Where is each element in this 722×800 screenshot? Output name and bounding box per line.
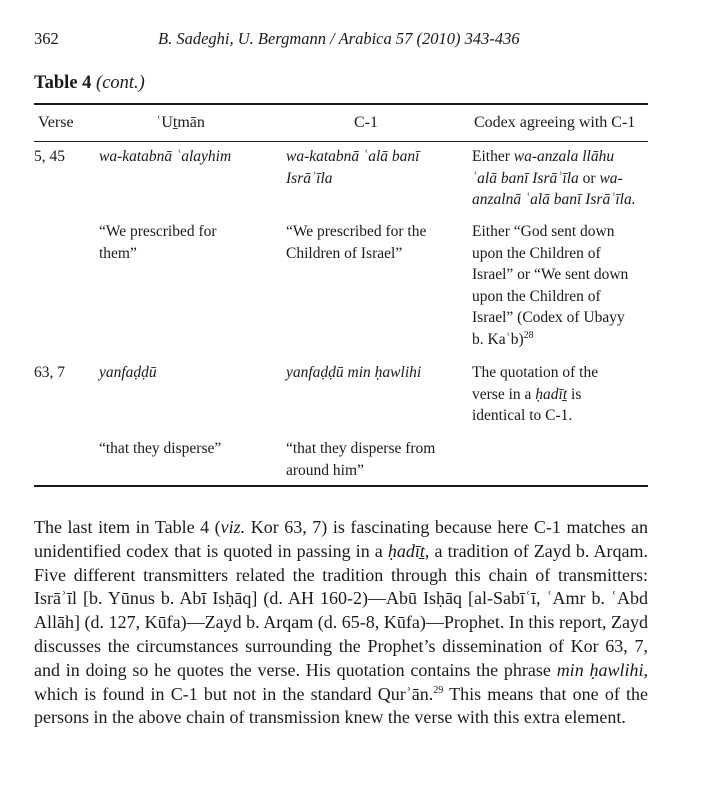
table-top-rule xyxy=(34,103,648,105)
row-3-codex-hadith: ḥadīṯ xyxy=(535,385,568,403)
body-text: Kor 63, 7) is fascinating because here C-1 matches an unidentified codex that is quoted in passing in a xyxy=(34,517,648,561)
row-2-codex-text: b. Kaʿb) xyxy=(472,330,524,348)
row-2-codex-line-2: upon the Children of xyxy=(472,244,601,262)
row-1-verse: 5, 45 xyxy=(34,148,65,165)
table-caption xyxy=(34,73,145,94)
row-2-codex-line-3: Israel” or “We sent down xyxy=(472,266,629,283)
table-caption-cont: (cont.) xyxy=(96,73,145,93)
column-header-c1: C-1 xyxy=(354,114,378,131)
footnote-ref-29: 29 xyxy=(433,684,444,696)
row-2-codex-line-4: upon the Children of xyxy=(472,287,601,305)
row-1-codex-text: or xyxy=(578,169,600,187)
row-2-codex-line-5: Israel” (Codex of Ubayy xyxy=(472,309,625,326)
body-text: The last item in Table 4 ( xyxy=(34,517,221,537)
table-bottom-rule xyxy=(34,485,648,487)
body-italic: ḥadīṯ xyxy=(387,540,425,561)
body-text: , which is found in C-1 but not in the standard Qurʾān. xyxy=(34,659,648,704)
body-paragraph xyxy=(34,516,648,730)
row-2-codex-line-6 xyxy=(472,329,628,351)
table-header-rule xyxy=(34,141,648,142)
row-1-codex-line-2 xyxy=(472,168,636,190)
row-4-c1 xyxy=(286,438,435,481)
row-3-c1: yanfaḍḍū min ḥawlihi xyxy=(286,364,422,381)
table-caption-label: Table 4 xyxy=(34,73,92,93)
row-2-uthman-line-1: “We prescribed for xyxy=(99,223,217,240)
row-2-c1 xyxy=(286,221,426,264)
row-3-codex-line-3: identical to C-1. xyxy=(472,407,573,424)
row-3-codex-text: verse in a xyxy=(472,385,536,403)
column-header-verse: Verse xyxy=(38,114,74,131)
row-2-c1-line-2: Children of Israel” xyxy=(286,244,403,262)
row-2-codex-line-1: Either “God sent down xyxy=(472,223,615,240)
row-3-codex-line-2 xyxy=(472,384,598,406)
row-3-codex-text: is xyxy=(567,385,582,403)
row-2-codex xyxy=(472,221,628,350)
row-1-codex-text: Either xyxy=(472,148,514,165)
row-1-codex-variant: wa- xyxy=(599,169,623,187)
row-1-codex xyxy=(472,146,636,211)
row-3-verse: 63, 7 xyxy=(34,364,65,381)
page-number: 362 xyxy=(34,29,59,48)
body-italic: min ḥawlihi xyxy=(556,659,644,680)
footnote-ref-28: 28 xyxy=(523,329,534,341)
row-1-c1-line-2: Isrāʾīla xyxy=(286,169,333,187)
body-text: , a tradition of Zayd b. Arqam. Five different transmitters related the tradition through this chain of transmitters: Isrāʾīl [b. Yūnus b. Abī Isḥāq] (d. AH 160-2)—Abū Isḥāq [al-Sabīʿī, ʿAmr b. ʿAbd Allāh] (d. 127, Kūfa)—Zayd b. Arqam (d. 65-8, Kūfa)—Prophet. In this report, Zayd discusses the circumstances surrounding the Prophet’s dissemination of Kor 63, 7, and in doing so he quotes the verse. His quotation contains the phrase xyxy=(34,540,648,680)
row-3-uthman: yanfaḍḍū xyxy=(99,364,157,381)
row-1-codex-line-1 xyxy=(472,146,636,168)
row-1-codex-variant: wa-anzala llāhu xyxy=(513,148,615,165)
row-4-uthman: “that they disperse” xyxy=(99,440,222,457)
body-text: This means that one of the persons in the above chain of transmission knew the verse with this extra element. xyxy=(34,683,648,728)
row-2-uthman xyxy=(99,221,217,264)
row-4-c1-line-1: “that they disperse from xyxy=(286,440,436,457)
row-3-codex xyxy=(472,362,598,427)
running-head: B. Sadeghi, U. Bergmann / Arabica 57 (2010) 343-436 xyxy=(158,29,520,48)
row-1-codex-line-3: anzalnā ʿalā banī Isrāʾīla. xyxy=(472,191,636,208)
column-header-codex: Codex agreeing with C-1 xyxy=(474,114,636,131)
row-1-codex-variant: ʿalā banī Isrāʾīla xyxy=(472,169,579,187)
row-2-uthman-line-2: them” xyxy=(99,244,137,262)
row-2-c1-line-1: “We prescribed for the xyxy=(286,223,427,240)
row-1-c1 xyxy=(286,146,419,189)
row-4-c1-line-2: around him” xyxy=(286,461,364,479)
row-1-uthman: wa-katabnā ʿalayhim xyxy=(99,148,232,165)
row-3-codex-line-1: The quotation of the xyxy=(472,364,599,381)
column-header-uthman: ʿUṯmān xyxy=(156,114,205,131)
body-italic: viz. xyxy=(220,517,246,537)
row-1-c1-line-1: wa-katabnā ʿalā banī xyxy=(286,148,420,165)
